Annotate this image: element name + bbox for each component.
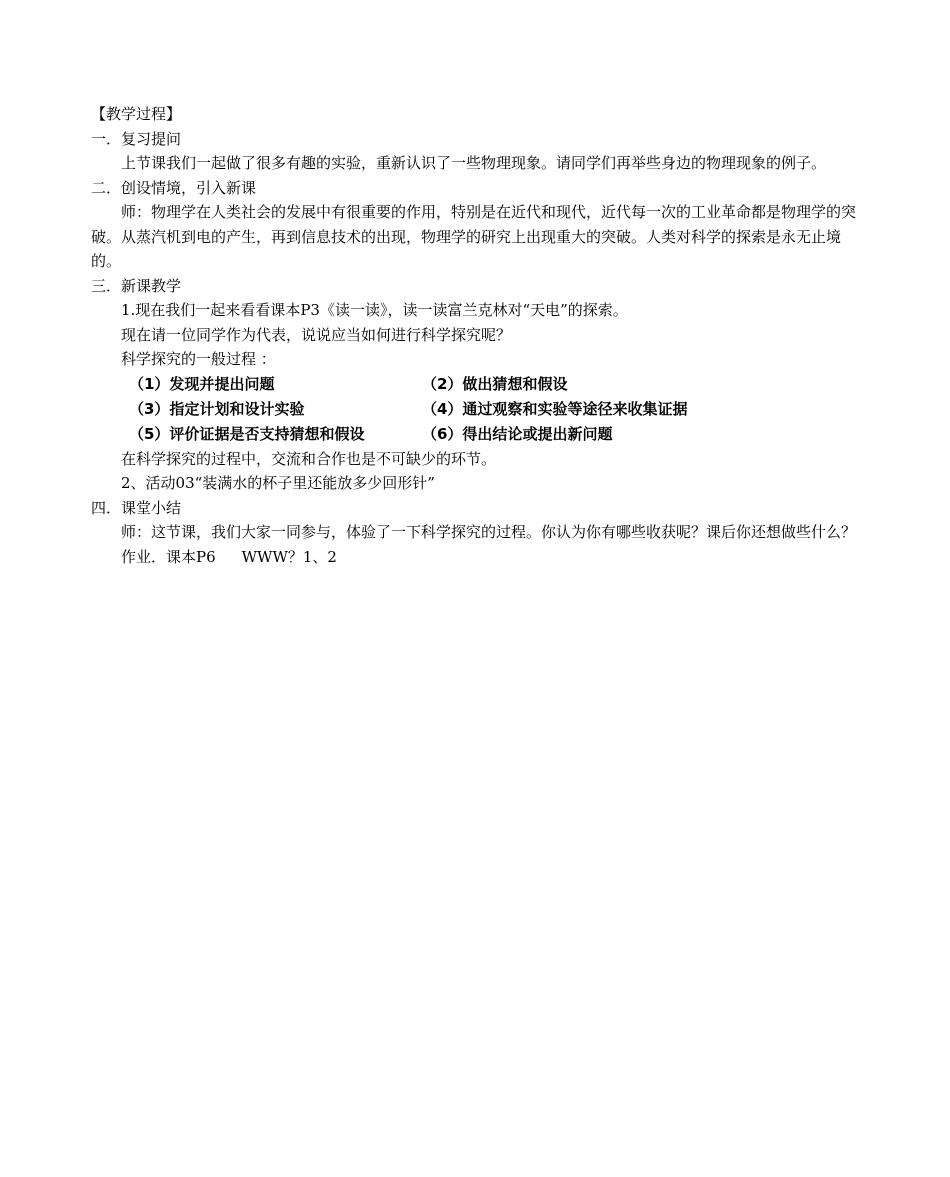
inquiry-step-row	[129, 422, 861, 447]
section-review-text: 上节课我们一起做了很多有趣的实验，重新认识了一些物理现象。请同学们再举些身边的物理现象的例子。	[121, 154, 827, 172]
inquiry-step-5: （5）评价证据是否支持猜想和假设	[129, 424, 365, 443]
inquiry-note: 在科学探究的过程中，交流和合作也是不可缺少的环节。	[121, 449, 497, 468]
inquiry-step-2: （2）做出猜想和假设	[422, 374, 568, 393]
inquiry-step-row	[129, 372, 861, 397]
inquiry-process-label: 科学探究的一般过程 ：	[121, 350, 276, 368]
homework-items: WWW？1、2	[241, 547, 337, 566]
section-new-lesson-heading: 三．新课教学	[91, 276, 182, 295]
inquiry-steps-list	[91, 372, 861, 447]
section-intro-text: 师：物理学在人类社会的发展中有很重要的作用，特别是在近代和现代，近代每一次的工业革命都是物理学的突破。从蒸汽机到电的产生，再到信息技术的出现，物理学的研究上出现重大的突破。人类对科学的探索是永无止境的。	[91, 203, 857, 270]
document-title: 【教学过程】	[91, 105, 182, 123]
section-intro-heading: 二．创设情境，引入新课	[91, 178, 257, 197]
new-lesson-prompt: 现在请一位同学作为代表，说说应当如何进行科学探究呢？	[121, 325, 512, 344]
lesson-document	[91, 102, 861, 569]
inquiry-step-4: （4）通过观察和实验等途径来收集证据	[422, 399, 688, 418]
section-review-heading: 一．复习提问	[91, 129, 182, 148]
inquiry-step-3: （3）指定计划和设计实验	[129, 399, 305, 418]
inquiry-step-row	[129, 397, 861, 422]
section-summary-heading: 四．课堂小结	[91, 498, 182, 517]
new-lesson-item-1: 1.现在我们一起来看看课本P3《读一读》，读一读富兰克林对“天电”的探索。	[121, 301, 628, 319]
homework-label: 作业．课本P6	[121, 547, 216, 566]
homework-line	[91, 545, 861, 570]
new-lesson-item-2: 2、活动03“装满水的杯子里还能放多少回形针”	[121, 474, 435, 492]
inquiry-step-1: （1）发现并提出问题	[129, 374, 275, 393]
section-summary-text: 师：这节课，我们大家一同参与，体验了一下科学探究的过程。你认为你有哪些收获呢？课后你还想做些什么？	[121, 523, 857, 541]
inquiry-step-6: （6）得出结论或提出新问题	[422, 424, 613, 443]
